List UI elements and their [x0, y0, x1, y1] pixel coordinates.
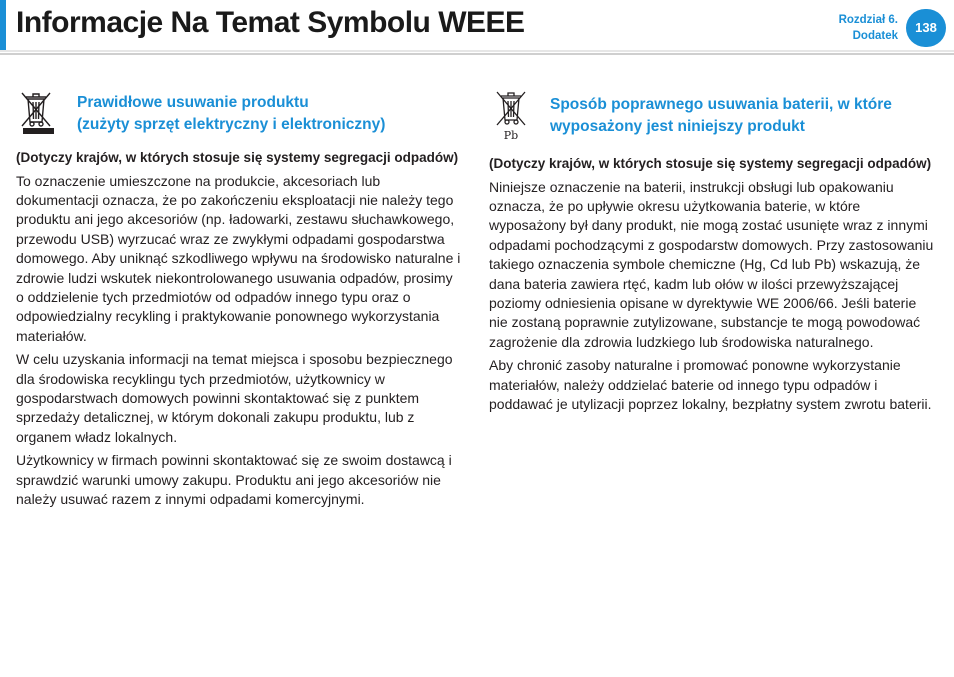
- chapter-name: Dodatek: [852, 30, 898, 42]
- body-paragraph: Niniejsze oznaczenie na baterii, instrukcji obsługi lub opakowaniu oznacza, że po upływie okresu użytkowania baterie, w które wyposażony był dany produkt, nie mogą zostać usunięte wraz z innymi odpadami pochodzącymi z gospodarstw domowych. Przy zastosowaniu takiego oznaczenia symbole chemiczne (Hg, Cd lub Pb) wskazują, że dana bateria zawiera rtęć, kadm lub ołów w ilości przewyższającej poziomy odniesienia opisane w dyrektywie WE 2006/66. Jeśli baterie nie zostaną poprawnie zutylizowane, substancje te mogą powodować zagrożenie dla zdrowia ludzkiego lub środowiska naturalnego.: [489, 178, 934, 350]
- battery-disposal-section: [489, 88, 934, 418]
- section-title: [550, 94, 892, 138]
- crossed-out-wheelie-bin-pb-icon: [489, 88, 533, 144]
- section-header: [16, 88, 462, 148]
- page-title: Informacje Na Temat Symbolu WEEE: [16, 6, 525, 39]
- section-title-line1: Sposób poprawnego usuwania baterii, w które: [550, 96, 892, 113]
- header-accent-bar: [0, 0, 6, 50]
- chapter-label: [839, 12, 898, 44]
- pb-symbol-label: Pb: [503, 129, 519, 142]
- body-paragraph: Użytkownicy w firmach powinni skontaktować się ze swoim dostawcą i sprawdzić warunki umowy zakupu. Produktu ani jego akcesoriów nie należy usuwać razem z innymi odpadami komercyjnymi.: [16, 452, 452, 507]
- header-divider-shadow: [0, 53, 954, 55]
- body-paragraph: To oznaczenie umieszczone na produkcie, akcesoriach lub dokumentacji oznacza, że po zakończeniu eksploatacji nie należy tego produktu ani jego akcesoriów (np. ładowarki, zestawu słuchawkowego, przewodu USB) wyrzucać wraz ze zwykłymi odpadami gospodarstwa domowego. Aby uniknąć szkodliwego wpływu na środowisko naturalne i zdrowie ludzi wskutek niekontrolowanego usuwania odpadów, prosimy o oddzielenie tych przedmiotów od odpadów innego typu oraz o odpowiedzialny recykling i praktykowanie ponownego wykorzystania materiałów.: [16, 172, 461, 344]
- body-paragraph: W celu uzyskania informacji na temat miejsca i sposobu bezpiecznego dla środowiska recyklingu tych przedmiotów, użytkownicy w gospodarstwach domowych powinni skontaktować się z punktem sprzedaży detalicznej, w którym dokonali zakupu produktu, lub z organem władz lokalnych.: [16, 351, 453, 445]
- chapter-number: Rozdział 6.: [838, 14, 898, 26]
- body-paragraph: Aby chronić zasoby naturalne i promować ponowne wykorzystanie materiałów, należy oddzielać baterie od innego typu odpadów i poddawać je utylizacji poprzez lokalny, bezpłatny system zwrotu baterii.: [489, 357, 932, 412]
- section-title-line2: wyposażony jest niniejszy produkt: [550, 118, 805, 135]
- applicability-note: (Dotyczy krajów, w których stosuje się systemy segregacji odpadów): [16, 150, 459, 165]
- section-title-line1: Prawidłowe usuwanie produktu: [77, 94, 309, 111]
- crossed-out-wheelie-bin-icon: [16, 88, 56, 138]
- section-title: [77, 92, 385, 136]
- applicability-note: (Dotyczy krajów, w których stosuje się systemy segregacji odpadów): [489, 156, 932, 171]
- section-header: [489, 88, 934, 154]
- section-title-line2: (zużyty sprzęt elektryczny i elektroniczny): [77, 116, 386, 133]
- header-divider: [0, 50, 954, 52]
- page-number-badge: 138: [906, 9, 946, 47]
- product-disposal-section: [16, 88, 462, 513]
